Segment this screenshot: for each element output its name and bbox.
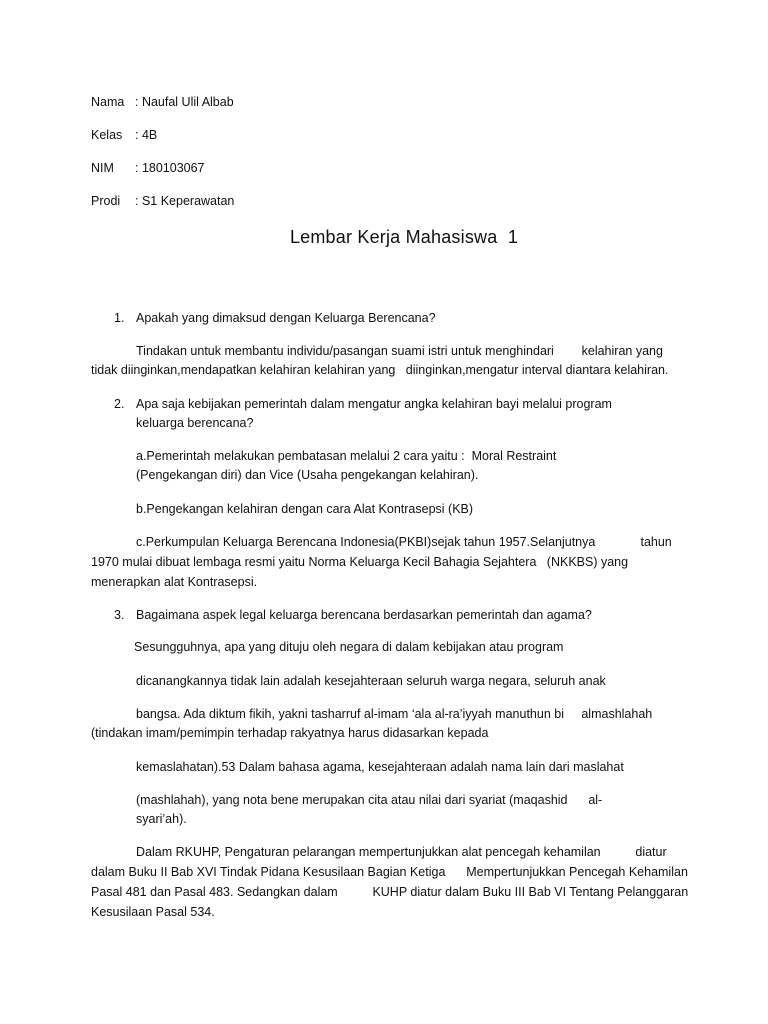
q3-paragraph: kemaslahatan).53 Dalam bahasa agama, kesejahteraan adalah nama lain dari maslahat [136, 760, 624, 774]
q2-answer-a-line: a.Pemerintah melakukan pembatasan melalui 2 cara yaitu : Moral Restraint [136, 449, 557, 463]
q2-answer-c-line: menerapkan alat Kontrasepsi. [91, 575, 258, 589]
q2-answer-a-line: (Pengekangan diri) dan Vice (Usaha pengekangan kelahiran). [136, 468, 479, 482]
q3-paragraph-line: Kesusilaan Pasal 534. [91, 905, 215, 919]
prodi-value: : S1 Keperawatan [135, 194, 235, 208]
q2-question-line: keluarga berencana? [136, 416, 254, 430]
q3-paragraph-line: Pasal 481 dan Pasal 483. Sedangkan dalam KUHP diatur dalam Buku III Bab VI Tentang Pelanggaran [91, 885, 689, 899]
q1-question: Apakah yang dimaksud dengan Keluarga Berencana? [136, 311, 436, 325]
q3-paragraph-line: dalam Buku II Bab XVI Tindak Pidana Kesusilaan Bagian Ketiga Mempertunjukkan Pencegah Kehamilan [91, 865, 688, 879]
kelas-label: Kelas [91, 128, 123, 142]
kelas-value: : 4B [135, 128, 158, 142]
q3-paragraph: dicanangkannya tidak lain adalah kesejahteraan seluruh warga negara, seluruh anak [136, 674, 606, 688]
q3-paragraph-line: (tindakan imam/pemimpin terhadap rakyatnya harus didasarkan kepada [91, 726, 489, 740]
nama-label: Nama [91, 95, 125, 109]
q2-answer-b-line: b.Pengekangan kelahiran dengan cara Alat Kontrasepsi (KB) [136, 502, 474, 516]
nama-value: : Naufal Ulil Albab [135, 95, 234, 109]
q2-question-line: Apa saja kebijakan pemerintah dalam mengatur angka kelahiran bayi melalui program [136, 397, 612, 411]
q3-paragraph-line: syari’ah). [136, 812, 187, 826]
q1-answer-line: Tindakan untuk membantu individu/pasangan suami istri untuk menghindari kelahiran yang [136, 344, 663, 358]
q3-paragraph-line: bangsa. Ada diktum fikih, yakni tasharruf al-imam ‘ala al-ra’iyyah manuthun bi almashlahah [136, 707, 653, 721]
q2-number: 2. [114, 397, 125, 411]
q2-answer-c-line: c.Perkumpulan Keluarga Berencana Indonesia(PKBI)sejak tahun 1957.Selanjutnya tahun [136, 535, 672, 549]
q1-number: 1. [114, 311, 125, 325]
q3-question: Bagaimana aspek legal keluarga berencana berdasarkan pemerintah dan agama? [136, 608, 592, 622]
q3-paragraph: Sesungguhnya, apa yang dituju oleh negara di dalam kebijakan atau program [134, 640, 564, 654]
page-title: Lembar Kerja Mahasiswa 1 [289, 227, 519, 247]
q3-number: 3. [114, 608, 125, 622]
prodi-label: Prodi [91, 194, 121, 208]
nim-label: NIM [91, 161, 114, 175]
q3-paragraph-line: (mashlahah), yang nota bene merupakan cita atau nilai dari syariat (maqashid al- [136, 793, 603, 807]
q3-paragraph-line: Dalam RKUHP, Pengaturan pelarangan mempertunjukkan alat pencegah kehamilan diatur [136, 845, 667, 859]
q1-answer-line: tidak diinginkan,mendapatkan kelahiran kelahiran yang diinginkan,mengatur interval diantara kelahiran. [91, 363, 669, 377]
q2-answer-c-line: 1970 mulai dibuat lembaga resmi yaitu Norma Keluarga Kecil Bahagia Sejahtera (NKKBS) yang [91, 555, 629, 569]
nim-value: : 180103067 [135, 161, 205, 175]
